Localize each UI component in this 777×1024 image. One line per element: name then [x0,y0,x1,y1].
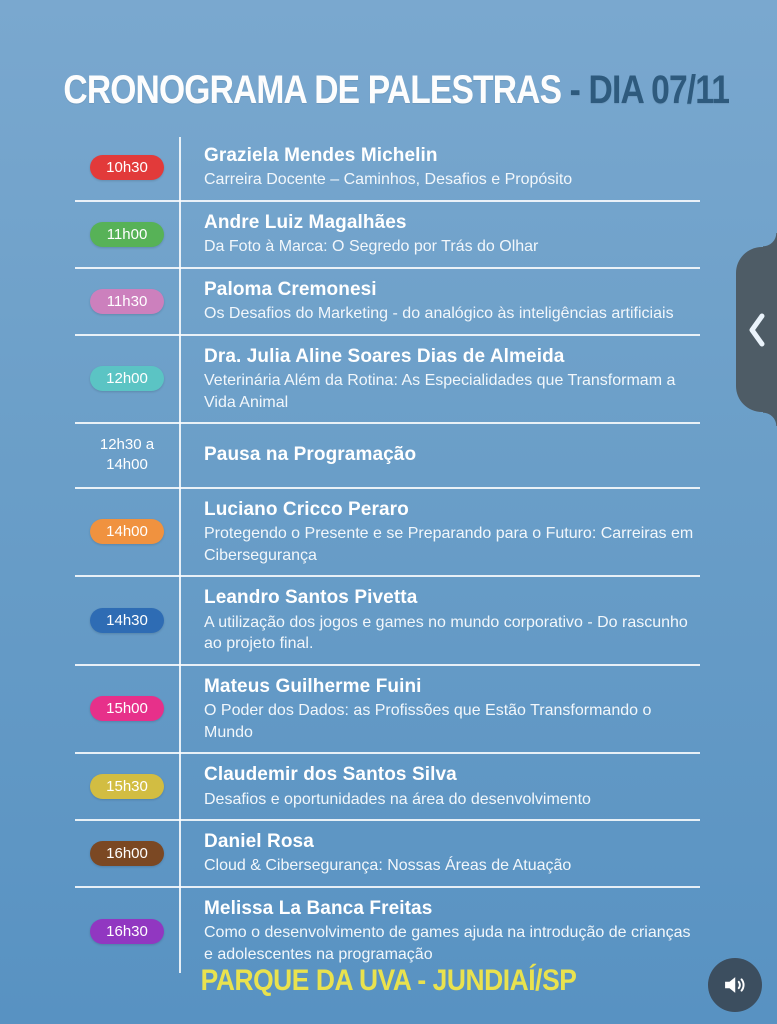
schedule-row [75,754,700,821]
speaker-name: Dra. Julia Aline Soares Dias de Almeida [204,345,565,367]
speaker-name: Claudemir dos Santos Silva [204,764,457,786]
page-title [0,68,777,113]
time-cell [75,841,179,866]
time-cell [75,608,179,633]
speaker-name: Melissa La Banca Freitas [204,898,433,920]
speaker-name: Paloma Cremonesi [204,278,377,300]
schedule-row [75,888,700,975]
talk-title: Da Foto à Marca: O Segredo por Trás do Olhar [204,238,539,256]
time-badge: 14h00 [90,519,164,544]
speaker-name: Pausa na Programação [204,444,417,466]
time-badge: 15h30 [90,774,164,799]
talk-cell [179,673,700,746]
schedule-row [75,821,700,888]
speaker-name: Andre Luiz Magalhães [204,211,407,233]
chevron-left-icon [746,310,768,350]
talk-cell [179,761,700,812]
speaker-name: Mateus Guilherme Fuini [204,675,422,697]
time-cell [75,222,179,247]
talk-title: O Poder dos Dados: as Profissões que Estão Transformando o Mundo [204,702,652,741]
schedule-row [75,269,700,336]
talk-title: Veterinária Além da Rotina: As Especialidades que Transformam a Vida Animal [204,372,676,411]
time-cell [75,919,179,944]
footer-location [0,964,777,998]
talk-cell [179,276,700,327]
talk-cell [179,209,700,260]
collapse-panel-button[interactable] [736,247,777,412]
speaker-name: Leandro Santos Pivetta [204,587,418,609]
talk-cell [179,584,700,657]
time-badge: 10h30 [90,155,164,180]
speaker-name: Daniel Rosa [204,831,314,853]
time-badge: 12h00 [90,366,164,391]
talk-cell [179,496,700,569]
time-badge: 12h30 a 14h00 [99,436,155,474]
talk-cell [179,895,700,968]
talk-cell [179,441,700,469]
talk-title: Desafios e oportunidades na área do desenvolvimento [204,790,591,808]
time-badge: 15h00 [90,696,164,721]
talk-cell [179,828,700,879]
schedule-row [75,666,700,755]
title-date-highlight: - DIA 07/11 [569,68,730,112]
talk-title: Cloud & Cibersegurança: Nossas Áreas de Atuação [204,857,572,875]
time-cell [75,774,179,799]
schedule-row [75,336,700,425]
speaker-name: Luciano Cricco Peraro [204,498,409,520]
time-badge: 14h30 [90,608,164,633]
footer-location-text: PARQUE DA UVA - JUNDIAÍ/SP [200,964,577,997]
audio-toggle-button[interactable] [708,958,762,1012]
talk-cell [179,343,700,416]
talk-cell [179,142,700,193]
speaker-name: Graziela Mendes Michelin [204,145,438,166]
speaker-icon [721,971,749,999]
schedule-row [75,202,700,269]
time-badge: 11h00 [90,222,164,247]
schedule-row [75,489,700,578]
talk-title: Protegendo o Presente e se Preparando para o Futuro: Carreiras em Cibersegurança [204,525,694,564]
time-cell [75,696,179,721]
schedule-row [75,424,700,489]
schedule-row [75,135,700,202]
column-divider [179,137,181,973]
time-cell [75,431,179,480]
time-cell [75,519,179,544]
time-cell [75,289,179,314]
time-badge: 16h30 [90,919,164,944]
talk-title: A utilização dos jogos e games no mundo corporativo - Do rascunho ao projeto final. [204,613,688,653]
time-cell [75,366,179,391]
time-cell [75,155,179,180]
talk-title: Como o desenvolvimento de games ajuda na introdução de crianças e adolescentes na programação [204,924,691,963]
talk-title: Os Desafios do Marketing - do analógico às inteligências artificiais [204,305,674,323]
time-badge: 11h30 [90,289,164,314]
schedule-row [75,577,700,666]
talk-title: Carreira Docente – Caminhos, Desafios e Propósito [204,171,573,189]
schedule-table [75,135,700,975]
title-main: CRONOGRAMA DE PALESTRAS [63,68,562,112]
time-badge: 16h00 [90,841,164,866]
